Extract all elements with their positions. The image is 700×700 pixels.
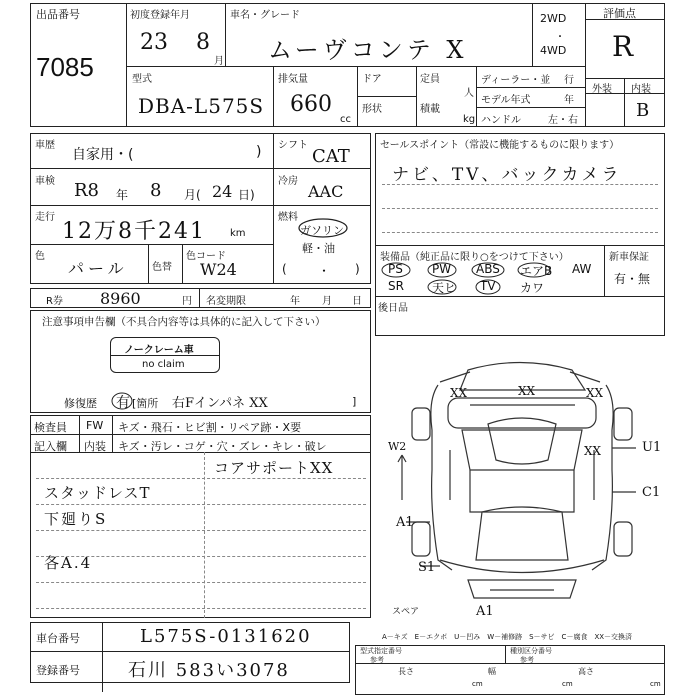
- drive-sep: ・: [555, 32, 565, 43]
- mileage-label: 走行: [35, 212, 55, 223]
- spec-length: 長さ: [398, 667, 414, 676]
- inspector-fw: FW: [86, 419, 104, 432]
- reg-label: 初度登録年月: [130, 10, 190, 21]
- equip-airbag: エアB: [520, 264, 553, 278]
- diag-mark-c1: C1: [642, 485, 661, 500]
- equip-ps: PS: [388, 262, 403, 276]
- fuel-close: ): [355, 262, 360, 276]
- spec-row: [355, 663, 665, 664]
- namechange-d: 日: [352, 296, 362, 307]
- inspector-label-2: 記入欄: [34, 440, 67, 453]
- fuel-dot: ・: [318, 264, 331, 278]
- dealer-b-unit: 年: [564, 95, 574, 106]
- spec-cm-1: cm: [472, 680, 483, 688]
- spec-class-label: 種別区分番号: [510, 647, 552, 655]
- inspector-int-text: キズ・汚レ・コゲ・穴・ズレ・キレ・破レ: [118, 440, 327, 453]
- equip-sr: SR: [388, 279, 404, 293]
- interior-value: B: [636, 100, 650, 121]
- shaken-year-unit: 年: [116, 188, 129, 202]
- shaken-day-unit: 日): [238, 188, 255, 202]
- grade-label: 車名・グレード: [230, 10, 300, 21]
- history-label: 車歴: [35, 140, 55, 151]
- equip-pw: PW: [432, 262, 452, 276]
- chassis-value: L575S-0131620: [140, 626, 312, 647]
- notes-label: 注意事項申告欄（不具合内容等は具体的に記入して下さい）: [42, 316, 326, 328]
- model-label: 型式: [132, 74, 152, 85]
- warranty-value: 有・無: [614, 272, 651, 286]
- color-label: 色: [35, 251, 45, 262]
- inspector-int: 内装: [84, 440, 106, 453]
- color-code-label: 色コード: [186, 251, 226, 262]
- dealer-c: ハンドル: [481, 115, 521, 126]
- repair-place: 右Fインパネ XX: [172, 396, 268, 411]
- ac-label: 冷房: [278, 176, 298, 187]
- diag-mark-w2: W2: [388, 440, 407, 453]
- inspector-label-1: 検査員: [34, 421, 67, 434]
- diag-mark-u1: U1: [642, 440, 662, 455]
- namechange-y: 年: [290, 296, 300, 307]
- chassis-label: 車台番号: [36, 632, 80, 645]
- score-value: R: [612, 30, 634, 63]
- handnote-2: スタッドレスT: [44, 484, 151, 502]
- after-label: 後日品: [378, 303, 408, 314]
- spec-height: 高さ: [578, 667, 594, 676]
- sales-value: ナビ、TV、バックカメラ: [392, 165, 622, 185]
- cap-unit: 人: [464, 88, 474, 99]
- repair-close: ]: [352, 395, 357, 408]
- namechange-label: 名変期限: [206, 296, 246, 307]
- dealer-c-unit: 左・右: [548, 115, 578, 126]
- reg-month: 8: [196, 30, 210, 55]
- inspector-fw-text: キズ・飛石・ヒビ割・リペア跡・X要: [118, 421, 302, 434]
- diag-mark-a1-left: A1: [396, 515, 414, 530]
- grade-value: ムーヴコンテ X: [268, 36, 468, 64]
- spec-type-ref: 参考: [370, 656, 384, 664]
- equip-tv: TV: [480, 279, 496, 293]
- model-value: DBA-L575S: [138, 94, 265, 118]
- diag-mark-s1: S1: [418, 560, 436, 575]
- mileage-unit: km: [230, 228, 246, 239]
- shaken-year: R8: [74, 180, 100, 201]
- fuel-open: (: [282, 262, 287, 276]
- history-close: ): [256, 144, 262, 160]
- reg-month-unit: 月: [214, 56, 224, 67]
- interior-label: 内装: [631, 84, 651, 95]
- equip-sunroof: 天ヒ: [432, 281, 457, 295]
- cap-load: 積載: [420, 104, 440, 115]
- fuel-gas: ガソリン: [300, 224, 344, 237]
- equip-label: 装備品（純正品に限り○をつけて下さい）: [380, 252, 569, 263]
- door-label: ドア: [362, 74, 382, 85]
- drive-2wd: 2WD: [540, 12, 567, 25]
- repair-place-label: [箇所: [132, 397, 159, 410]
- score-label: 評価点: [603, 7, 636, 20]
- warranty-label: 新車保証: [609, 252, 649, 263]
- dealer-b: モデル年式: [481, 95, 531, 106]
- shaken-month-unit: 月(: [184, 188, 201, 202]
- spec-width: 幅: [488, 667, 496, 676]
- equip-abs: ABS: [476, 262, 500, 276]
- cap-load-unit: kg: [463, 114, 476, 125]
- spare-label: スペア: [392, 607, 420, 617]
- diag-mark-a1-rear: A1: [476, 604, 494, 619]
- diag-mark-xx-3: XX: [586, 386, 604, 400]
- diag-mark-xx-2: XX: [518, 384, 536, 398]
- dealer-a-unit: 行: [564, 75, 574, 86]
- fuel-label: 燃料: [278, 212, 298, 223]
- damage-legend: A－キズ E－エクボ U－凹み W－補修跡 S－サビ C－腐食 XX－交換済: [382, 633, 633, 641]
- exterior-label: 外装: [592, 84, 612, 95]
- fuel-diesel: 軽・油: [302, 242, 335, 255]
- repair-mark: 有: [116, 395, 130, 411]
- recycle-unit: 円: [182, 296, 192, 307]
- handnote-4: 各A.4: [44, 554, 93, 572]
- equip-aw: AW: [572, 262, 592, 276]
- spec-type-label: 型式指定番号: [360, 647, 402, 655]
- color-value: パール: [68, 259, 128, 278]
- disp-value: 660: [290, 92, 332, 117]
- spec-mid: [505, 645, 506, 663]
- reg-year: 23: [140, 30, 168, 55]
- handnote-1: コアサポートXX: [214, 459, 334, 477]
- handnote-3: 下廻りS: [44, 510, 108, 528]
- shaken-month: 8: [150, 180, 162, 201]
- shift-value: CAT: [312, 146, 350, 167]
- history-value: 自家用・(: [72, 147, 134, 163]
- color-change: 色替: [152, 262, 172, 273]
- shift-label: シフト: [278, 140, 308, 151]
- lot-label: 出品番号: [36, 8, 80, 21]
- diag-mark-xx-side: XX: [584, 444, 602, 458]
- repair-label: 修復歴: [64, 397, 97, 410]
- dealer-a: ディーラー・並: [481, 75, 551, 86]
- drive-4wd: 4WD: [540, 44, 567, 57]
- noclaim-en: no claim: [142, 359, 185, 370]
- recycle-value: 8960: [100, 289, 141, 308]
- lot-number: 7085: [36, 52, 94, 82]
- spec-cm-2: cm: [562, 680, 573, 688]
- sales-label: セールスポイント（常設に機能するものに限ります）: [380, 140, 620, 151]
- disp-unit: cc: [340, 114, 351, 125]
- shaken-day: 24: [212, 182, 233, 201]
- door-shape: 形状: [362, 104, 382, 115]
- spec-cm-3: cm: [650, 680, 661, 688]
- color-code: W24: [200, 260, 237, 279]
- namechange-m: 月: [322, 296, 332, 307]
- ac-value: AAC: [308, 182, 344, 201]
- noclaim-ja: ノークレーム車: [124, 345, 194, 356]
- plate-label: 登録番号: [36, 664, 80, 677]
- plate-value: 石川 583い3078: [128, 660, 290, 681]
- spec-class-ref: 参考: [520, 656, 534, 664]
- mileage-value: 12万8千241: [62, 219, 206, 244]
- cap-label: 定員: [420, 74, 440, 85]
- equip-leather: カワ: [520, 281, 545, 295]
- diag-mark-xx-1: XX: [450, 386, 468, 400]
- disp-label: 排気量: [278, 74, 308, 85]
- shaken-label: 車検: [35, 176, 55, 187]
- recycle-label: R券: [46, 296, 63, 307]
